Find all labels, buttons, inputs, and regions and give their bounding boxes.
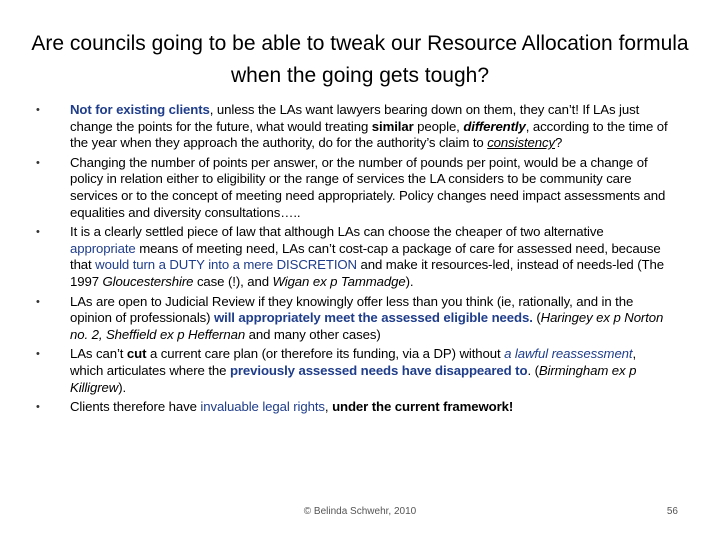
bullet-text-run: a current care plan (or therefore its funding, via a DP) without <box>146 346 505 362</box>
bullet-text-run: LAs are open to Judicial Review if they knowingly offer less than you think (ie, rationally, and in the opinion of professionals) <box>70 293 634 326</box>
bullet-text-run: ( <box>532 310 541 326</box>
bullet-dot: • <box>36 156 40 169</box>
bullet-text-run: Not for existing clients <box>70 102 210 117</box>
bullet-text-run: people, <box>413 118 464 134</box>
footer-copyright: © Belinda Schwehr, 2010 <box>303 506 417 517</box>
bullet-text-run: will appropriately meet the assessed eligible needs. <box>214 310 533 326</box>
bullet-text-run: previously assessed needs have disappeared to <box>229 362 528 378</box>
bullet-text-run: a lawful reassessment <box>504 346 633 362</box>
bullet-dot: • <box>36 348 40 361</box>
bullet-list <box>36 102 672 419</box>
bullet-text-run: LAs can’t <box>70 346 127 362</box>
bullet-text-run: Wigan ex p Tammadge <box>272 273 406 289</box>
bullet-dot: • <box>36 226 40 239</box>
bullet-item <box>36 102 672 152</box>
bullet-text-run: means of meeting need, LAs can’t cost-cap a package of care for assessed need, because that <box>70 240 661 273</box>
bullet-dot: • <box>36 295 40 308</box>
bullet-text-run: under the current framework! <box>332 399 514 415</box>
bullet-text-run: differently <box>463 118 526 134</box>
bullet-item <box>36 224 672 290</box>
bullet-text-run: ). <box>118 379 127 395</box>
bullet-text-run: Haringey ex p Norton no. 2, Sheffield ex p Heffernan <box>70 310 664 342</box>
bullet-text-run: , unless the LAs want lawyers bearing down on them, they can’t! If LAs just change the points for the future, what would treating <box>70 102 640 134</box>
bullet-text-run: ). <box>405 273 414 289</box>
page-number: 56 <box>666 506 678 517</box>
bullet-item <box>36 294 672 344</box>
bullet-text-run: . ( <box>527 362 539 378</box>
bullet-text-run: Clients therefore have <box>70 399 201 415</box>
bullet-item <box>36 346 672 396</box>
bullet-text-run: would turn a DUTY into a mere DISCRETION <box>95 257 357 273</box>
bullet-text-run: , <box>324 399 333 415</box>
bullet-text-run: appropriate <box>70 240 136 256</box>
bullet-text-run: Changing the number of points per answer, or the number of pounds per point, would be a change of policy in relation either to eligibility or the range of services the LA considers to be community care services or to the concept of meeting need appropriately. Policy changes need impact assessments and equalities and diversity consultations….. <box>70 154 666 220</box>
bullet-text-run: , according to the time of the year when they approach the authority, do for the authority’s claim to <box>70 118 668 151</box>
bullet-text-run: cut <box>126 346 147 362</box>
bullet-text-run: consistency <box>487 135 555 151</box>
bullet-dot: • <box>36 104 40 116</box>
bullet-text-run: ? <box>555 135 563 151</box>
bullet-text-run: and many other cases) <box>245 326 381 342</box>
bullet-text-run: , which articulates where the <box>70 346 637 378</box>
bullet-text-run: Birmingham ex p Killigrew <box>70 362 637 395</box>
bullet-dot: • <box>36 401 40 414</box>
bullet-text-run: invaluable legal rights <box>200 399 325 415</box>
bullet-text-run: case (!), and <box>193 273 273 289</box>
bullet-item <box>36 399 672 416</box>
bullet-text-run: and make it resources-led, instead of needs-led (The 1997 <box>70 257 664 289</box>
bullet-item <box>36 155 672 221</box>
slide-title: Are councils going to be able to tweak our Resource Allocation formula when the going gets tough? <box>31 32 689 87</box>
bullet-text-run: similar <box>371 118 414 134</box>
bullet-text-run: It is a clearly settled piece of law that although LAs can choose the cheaper of two alternative <box>70 224 604 240</box>
bullet-text-run: Gloucestershire <box>102 273 194 289</box>
